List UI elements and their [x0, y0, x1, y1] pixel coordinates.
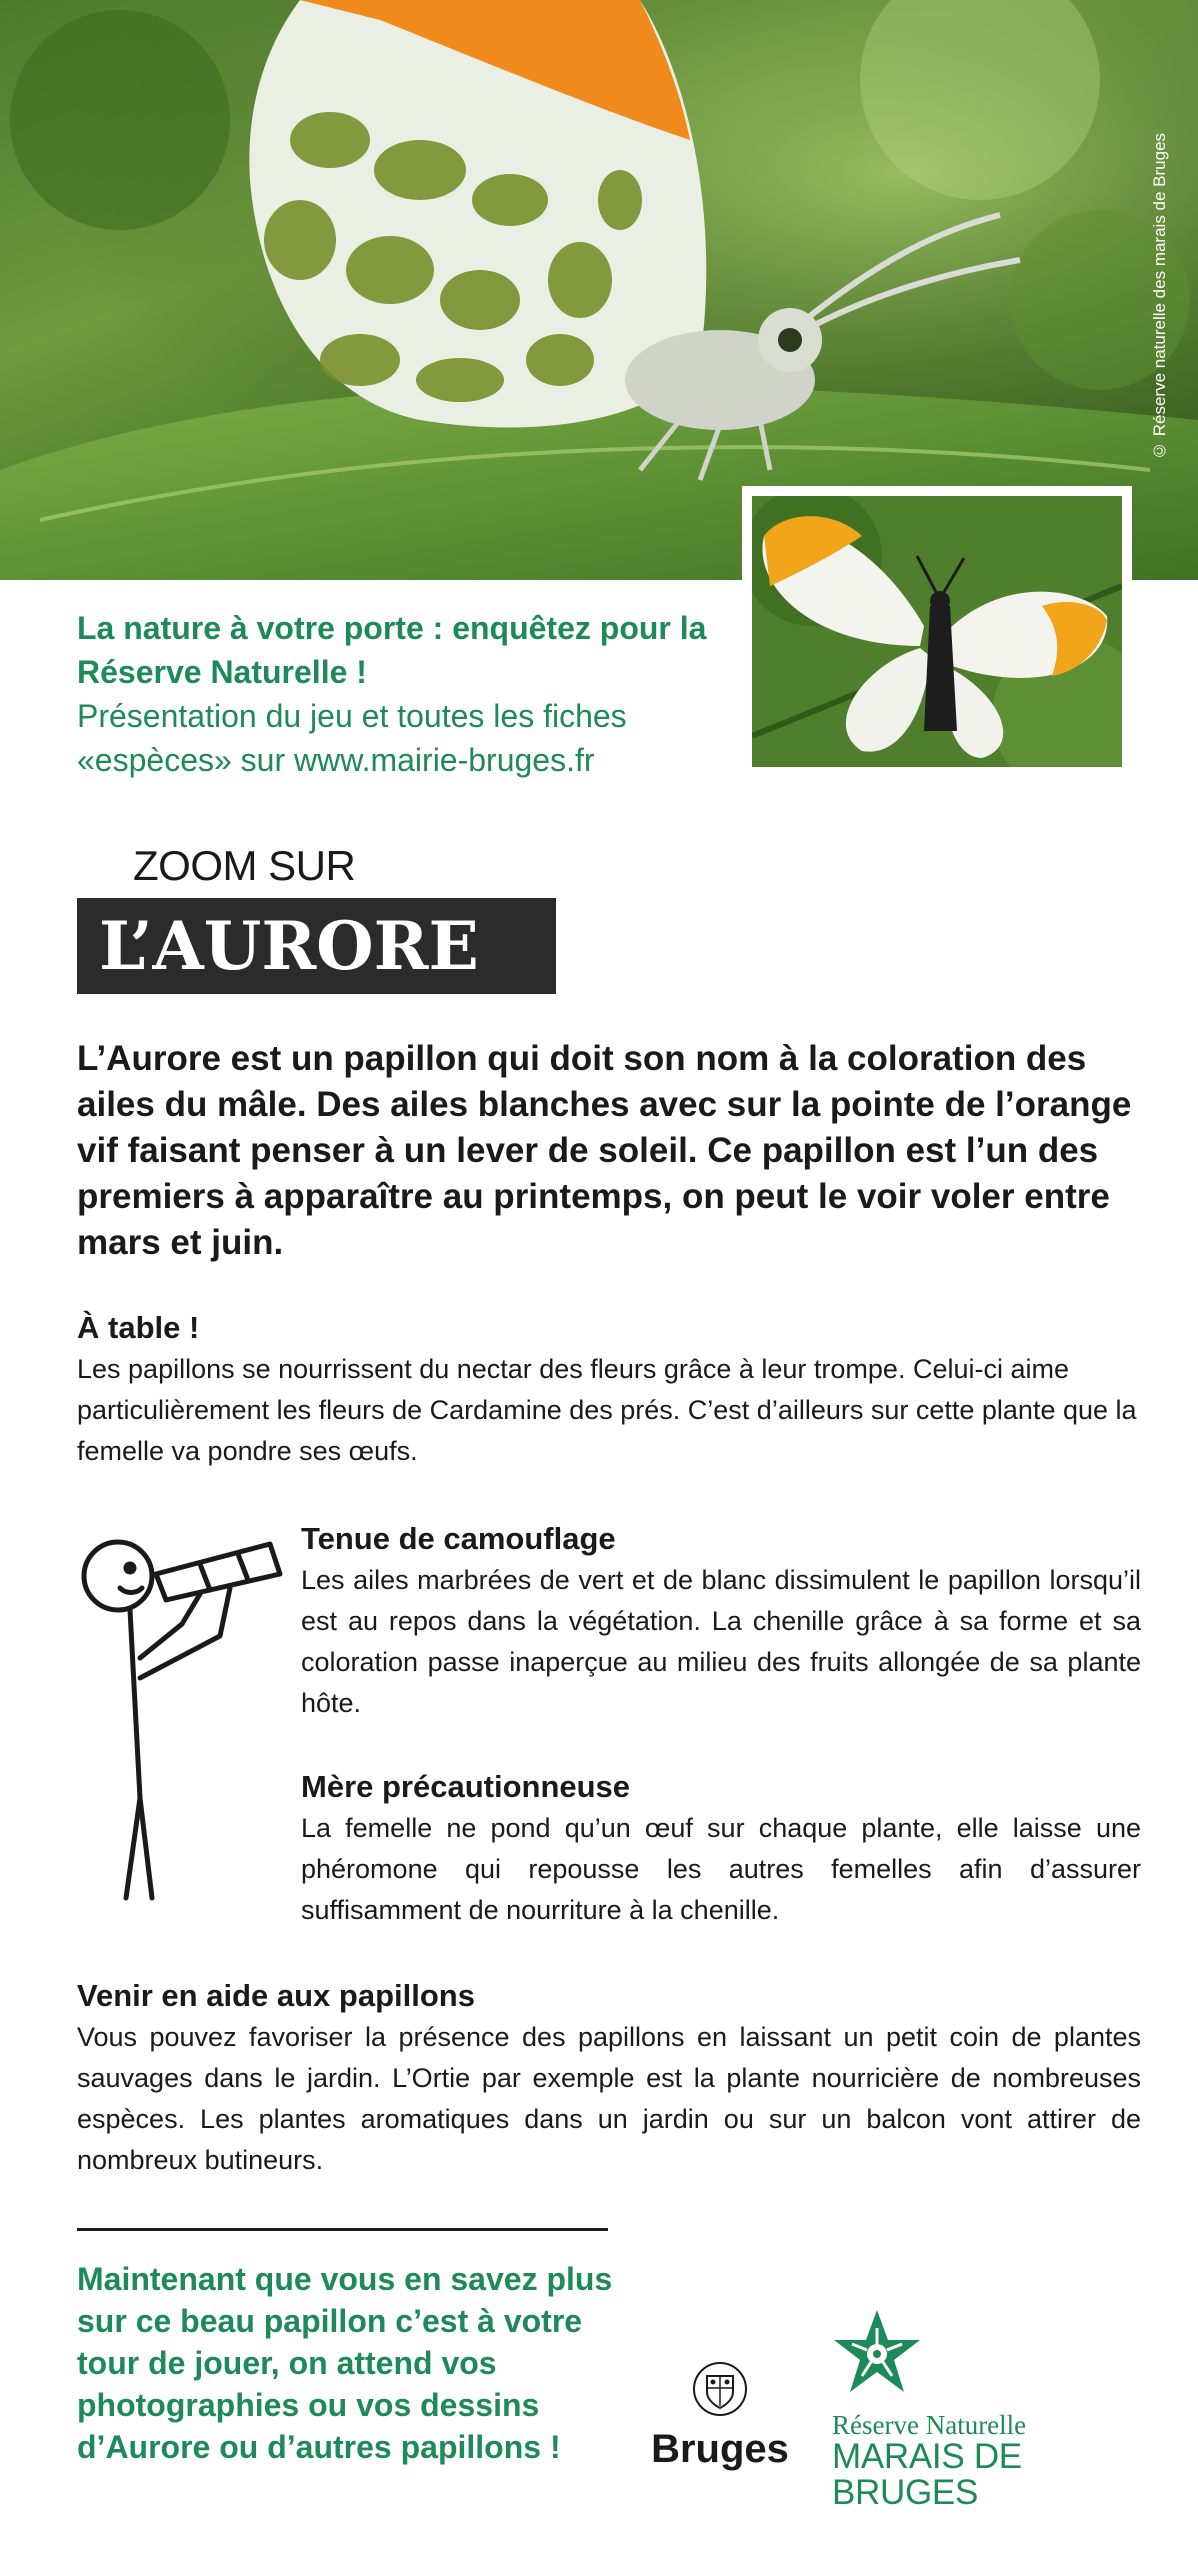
intro-paragraph: L’Aurore est un papillon qui doit son nom à la coloration des ailes du mâle. Des ailes blanches avec sur la pointe de l’orange vif faisant penser à un lever de soleil. Ce papillon est l’un des premiers à apparaître au printemps, on peut le voir voler entre mars et juin. — [77, 1039, 1132, 1262]
stick-figure-with-binoculars-icon — [70, 1528, 290, 1913]
section-mere — [301, 1766, 1141, 1931]
inset-butterfly-illustration — [752, 496, 1122, 767]
section-heading: Tenue de camouflage — [301, 1521, 616, 1556]
title-kicker: ZOOM SUR — [133, 842, 356, 889]
promo-block — [77, 606, 717, 782]
reserve-logo — [832, 2306, 1152, 2511]
section-heading: Venir en aide aux papillons — [77, 1978, 475, 2013]
inset-butterfly-photo — [742, 486, 1132, 777]
bruges-coat-of-arms-icon — [691, 2360, 749, 2418]
bruges-logo-text: Bruges — [651, 2427, 789, 2471]
section-body: Les papillons se nourrissent du nectar des fleurs grâce à leur trompe. Celui-ci aime particulièrement les fleurs de Cardamine des prés. C’est d’ailleurs sur cette plante que la femelle va pondre ses œufs. — [77, 1354, 1137, 1466]
reserve-logo-line2: MARAIS DE BRUGES — [832, 2437, 1022, 2512]
section-body: Les ailes marbrées de vert et de blanc dissimulent le papillon lorsqu’il est au repos dans la végétation. La chenille grâce à sa forme et sa coloration passe inaperçue au milieu des fruits allongée de sa plante hôte. — [301, 1565, 1141, 1718]
section-heading: Mère précautionneuse — [301, 1769, 631, 1804]
section-a-table — [77, 1307, 1141, 1472]
reserve-logo-line1: Réserve Naturelle — [832, 2410, 1027, 2440]
section-aide — [77, 1975, 1141, 2181]
photo-credit: © Réserve naturelle des marais de Bruges — [1150, 132, 1169, 460]
section-body: La femelle ne pond qu’un œuf sur chaque plante, elle laisse une phéromone qui repousse les autres femelles afin d’assurer suffisamment de nourriture à la chenille. — [301, 1813, 1141, 1925]
promo-subtext: Présentation du jeu et toutes les fiches «espèces» sur www.mairie-bruges.fr — [77, 698, 627, 778]
reserve-star-logo-icon — [832, 2306, 922, 2402]
section-heading: À table ! — [77, 1310, 200, 1345]
bruges-logo — [650, 2360, 790, 2472]
page-title: L’AURORE — [77, 898, 556, 994]
divider — [77, 2228, 608, 2231]
closing-call-to-action: Maintenant que vous en savez plus sur ce beau papillon c’est à votre tour de jouer, on attend vos photographies ou vos dessins d’Aurore ou d’autres papillons ! — [77, 2261, 613, 2465]
section-camouflage — [301, 1518, 1141, 1724]
section-body: Vous pouvez favoriser la présence des papillons en laissant un petit coin de plantes sauvages dans le jardin. L’Ortie par exemple est la plante nourricière de nombreuses espèces. Les plantes aromatiques dans un jardin ou sur un balcon vont attirer de nombreux butineurs. — [77, 2022, 1141, 2175]
promo-headline: La nature à votre porte : enquêtez pour la Réserve Naturelle ! — [77, 610, 707, 690]
